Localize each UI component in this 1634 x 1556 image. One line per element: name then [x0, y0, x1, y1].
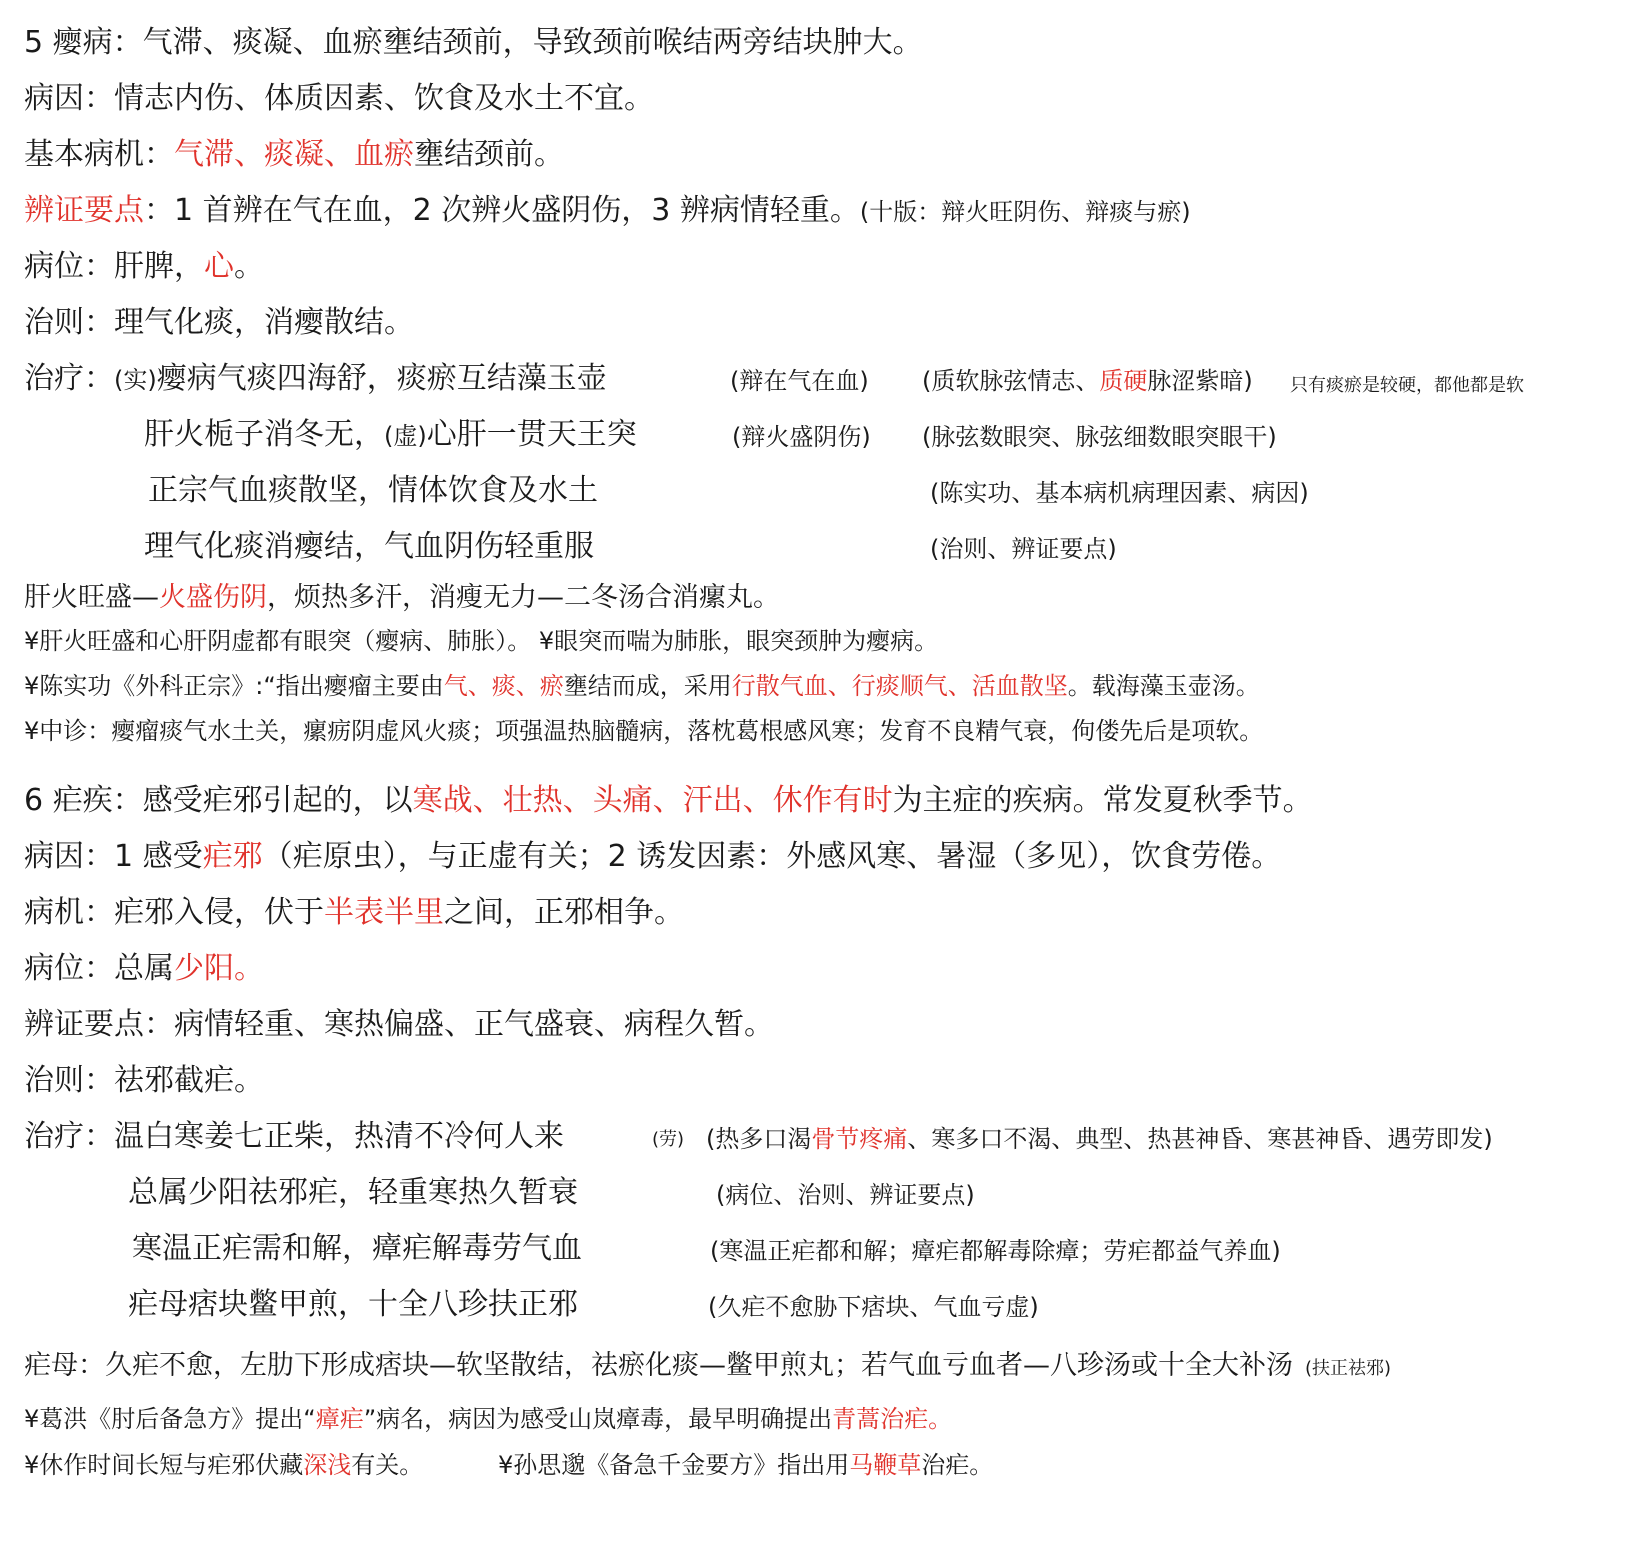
s5-treat-1-note: (辩在气在血): [730, 367, 869, 395]
s5-liver-fire: 肝火旺盛—火盛伤阴，烦热多汗，消瘦无力—二冬汤合消瘰丸。: [24, 582, 780, 613]
s5-treat-2-note2: (脉弦数眼突、脉弦细数眼突眼干): [922, 423, 1277, 451]
s6-cause: 病因：1 感受疟邪（疟原虫），与正虚有关；2 诱发因素：外感风寒、暑湿（多见），饮食劳倦。: [24, 839, 1282, 874]
s6-key-points: 辨证要点：病情轻重、寒热偏盛、正气盛衰、病程久暂。: [24, 1007, 774, 1042]
s5-note-2: ¥陈实功《外科正宗》:“指出瘿瘤主要由气、痰、瘀壅结而成，采用行散气血、行痰顺气、活血散坚。载海藻玉壶汤。: [24, 672, 1260, 700]
s6-malaria-mother: 疟母：久疟不愈，左肋下形成痞块—软坚散结，祛瘀化痰—鳖甲煎丸；若气血亏血者—八珍汤或十全大补汤 (扶正祛邪): [24, 1350, 1392, 1381]
s5-treat-1-note3: 只有痰瘀是较硬，都他都是软: [1290, 375, 1524, 396]
s5-treat-2: 肝火栀子消冬无，(虚)心肝一贯天王突: [144, 417, 637, 452]
s6-treat-3-note: (寒温正疟都和解；瘴疟都解毒除瘴；劳疟都益气养血): [710, 1237, 1281, 1265]
s5-cause: 病因：情志内伤、体质因素、饮食及水土不宜。: [24, 81, 654, 116]
s6-treat-2-note: (病位、治则、辨证要点): [716, 1181, 975, 1209]
s6-mechanism: 病机：疟邪入侵，伏于半表半里之间，正邪相争。: [24, 895, 684, 930]
s6-treat-4: 疟母痞块鳖甲煎，十全八珍扶正邪: [128, 1287, 578, 1322]
s6-title: 6 疟疾：感受疟邪引起的，以寒战、壮热、头痛、汗出、休作有时为主症的疾病。常发夏秋季节。: [24, 783, 1313, 818]
s5-treat-4-note: (治则、辨证要点): [930, 535, 1117, 563]
s6-rule: 治则：祛邪截疟。: [24, 1063, 264, 1098]
s5-rule: 治则：理气化痰，消瘿散结。: [24, 305, 414, 340]
s5-note-3: ¥中诊：瘿瘤痰气水土关，瘰疬阴虚风火痰；项强温热脑髓病，落枕葛根感风寒；发育不良精气衰，佝偻先后是项软。: [24, 717, 1264, 745]
s5-note-1: ¥肝火旺盛和心肝阴虚都有眼突（瘿病、肺胀）。 ¥眼突而喘为肺胀，眼突颈肿为瘿病。: [24, 627, 939, 655]
s5-treat-1: 治疗：(实)瘿病气痰四海舒，痰瘀互结藻玉壶: [24, 361, 607, 396]
s6-treat-2: 总属少阳祛邪疟，轻重寒热久暂衰: [128, 1175, 578, 1210]
s6-location: 病位：总属少阳。: [24, 951, 264, 986]
s5-treat-4: 理气化痰消瘿结，气血阴伤轻重服: [144, 529, 594, 564]
s5-title: 5 瘿病：气滞、痰凝、血瘀壅结颈前，导致颈前喉结两旁结块肿大。: [24, 25, 923, 60]
s6-note-2: ¥休作时间长短与疟邪伏藏深浅有关。: [24, 1451, 424, 1479]
s5-treat-3-note: (陈实功、基本病机病理因素、病因): [930, 479, 1309, 507]
s5-location: 病位：肝脾，心。: [24, 249, 264, 284]
s5-treat-1-note2: (质软脉弦情志、质硬脉涩紫暗): [922, 367, 1253, 395]
s5-mechanism: 基本病机：气滞、痰凝、血瘀壅结颈前。: [24, 137, 564, 172]
s6-treat-1-note: (热多口渴骨节疼痛、寒多口不渴、典型、热甚神昏、寒甚神昏、遇劳即发): [706, 1125, 1493, 1153]
s6-treat-3: 寒温正疟需和解，瘴疟解毒劳气血: [132, 1231, 582, 1266]
s5-treat-3: 正宗气血痰散坚，情体饮食及水土: [148, 473, 598, 508]
s6-note-1: ¥葛洪《肘后备急方》提出“瘴疟”病名，病因为感受山岚瘴毒，最早明确提出青蒿治疟。: [24, 1405, 953, 1433]
s6-treat-1: 治疗：温白寒姜七正柴，热清不冷何人来: [24, 1119, 564, 1154]
s6-treat-4-note: (久疟不愈胁下痞块、气血亏虚): [708, 1293, 1039, 1321]
s6-note-3: ¥孙思邈《备急千金要方》指出用马鞭草治疟。: [498, 1451, 994, 1479]
s5-key-points: 辨证要点：1 首辨在气在血，2 次辨火盛阴伤，3 辨病情轻重。(十版：辩火旺阴伤、辩痰与瘀): [24, 193, 1191, 228]
s5-treat-2-note: (辩火盛阴伤): [732, 423, 871, 451]
s6-treat-1-sub: (劳): [652, 1129, 685, 1150]
